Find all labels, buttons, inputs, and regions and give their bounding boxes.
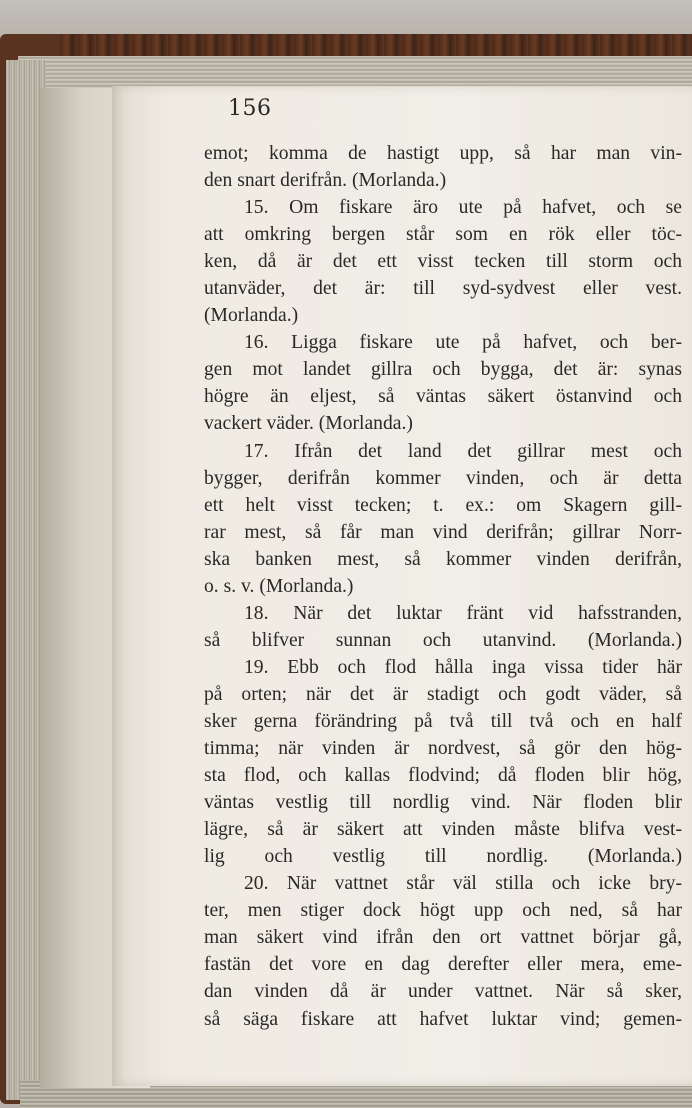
text-line: 16. Ligga fiskare ute på hafvet, och ber-: [244, 332, 682, 354]
cover-edge: [60, 34, 692, 56]
text-line: den snart derifrån. (Morlanda.): [204, 170, 447, 192]
text-line: lig och vestlig till nordlig. (Morlanda.): [204, 846, 682, 868]
text-line: sker gerna förändring på två till två och en half: [204, 710, 682, 732]
text-line: fastän det vore en dag derefter eller mera, eme-: [204, 954, 682, 976]
text-line: gen mot landet gillra och bygga, det är: synas: [204, 359, 682, 381]
text-line: ett helt visst tecken; t. ex.: om Skagern gill-: [204, 494, 682, 516]
text-line: (Morlanda.): [204, 305, 299, 327]
text-line: timma; när vinden är nordvest, så gör den hög-: [204, 738, 682, 760]
text-line: så blifver sunnan och utanvind. (Morlanda.): [204, 629, 682, 651]
text-line: 19. Ebb och flod hålla inga vissa tider här: [244, 656, 682, 678]
text-line: 15. Om fiskare äro ute på hafvet, och se: [244, 197, 682, 219]
text-line: lägre, så är säkert att vinden måste blifva vest-: [204, 819, 682, 841]
text-line: väntas vestlig till nordlig vind. När floden blir: [204, 792, 682, 814]
text-line: man säkert vind ifrån den ort vattnet börjar gå,: [204, 927, 682, 949]
text-line: bygger, derifrån kommer vinden, och är detta: [204, 467, 682, 489]
text-line: 17. Ifrån det land det gillrar mest och: [244, 440, 682, 462]
text-line: rar mest, så får man vind derifrån; gillrar Norr-: [204, 521, 682, 543]
text-line: 18. När det luktar fränt vid hafsstranden,: [244, 602, 682, 624]
text-line: emot; komma de hastigt upp, så har man vin-: [204, 143, 682, 164]
text-line: att omkring bergen står som en rök eller töc-: [204, 224, 682, 246]
text-line: ter, men stiger dock högt upp och ned, så har: [204, 900, 682, 922]
text-line: vackert väder. (Morlanda.): [204, 413, 413, 435]
text-line: högre än eljest, så väntas säkert östanvind och: [204, 386, 682, 408]
text-line: 20. När vattnet står väl stilla och icke bry-: [244, 873, 682, 895]
text-line: på orten; när det är stadigt och godt väder, så: [204, 683, 682, 705]
page-number: 156: [228, 96, 272, 121]
text-line: o. s. v. (Morlanda.): [204, 575, 354, 597]
text-line: sta flod, och kallas flodvind; då floden blir hög,: [204, 765, 682, 787]
text-line: ska banken mest, så kommer vinden derifrån,: [204, 548, 682, 570]
text-line: så säga fiskare att hafvet luktar vind; gemen-: [204, 1008, 682, 1030]
page-text: [204, 140, 682, 1033]
text-line: utanväder, det är: till syd-sydvest eller vest.: [204, 278, 682, 300]
text-line: dan vinden då är under vattnet. När så sker,: [204, 981, 682, 1003]
text-line: ken, då är det ett visst tecken till storm och: [204, 251, 682, 273]
